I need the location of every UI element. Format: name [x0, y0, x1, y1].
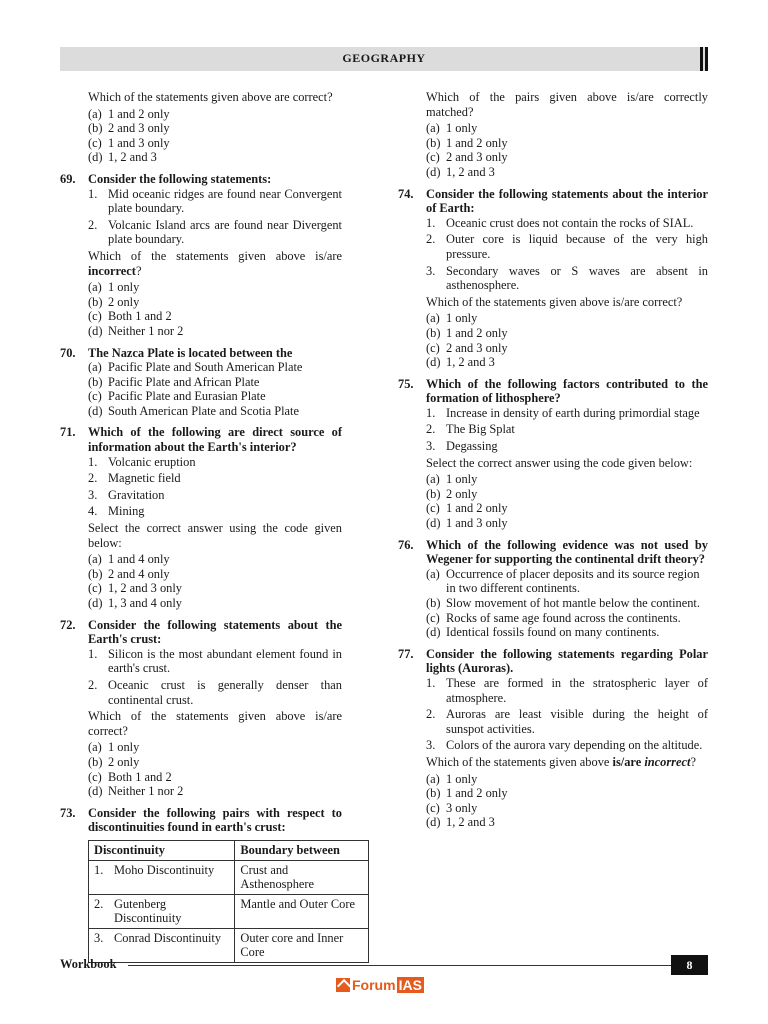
- header-right-bar: [705, 47, 708, 71]
- question-71: [60, 425, 342, 610]
- question-text: Consider the following pairs with respect to discontinuities found in earth's crust:: [88, 805, 342, 835]
- arrow-icon: [336, 978, 350, 992]
- header-right-bar: [700, 47, 703, 71]
- question-76: [398, 538, 708, 640]
- statement-1: 1. Volcanic eruption: [88, 454, 196, 469]
- table-header: Boundary between: [235, 840, 369, 860]
- question-number: 76.: [398, 537, 414, 552]
- question-stem: Which of the statements given above is/are incorrect?: [426, 754, 696, 769]
- statement-2: 2. Oceanic crust is generally denser than continental crust.: [88, 677, 342, 707]
- question-number: 71.: [60, 425, 76, 440]
- option-b: (b) 2 only: [426, 486, 478, 501]
- statement-1: 1. Oceanic crust does not contain the rocks of SIAL.: [426, 215, 694, 230]
- left-column: [60, 88, 355, 970]
- option-a: (a) 1 and 2 only: [88, 106, 170, 121]
- statement-4: 4. Mining: [88, 504, 145, 519]
- table-cell: 3. Conrad Discontinuity: [89, 928, 235, 962]
- question-number: 77.: [398, 646, 414, 661]
- page-number: 8: [671, 955, 708, 975]
- option-a: (a) 1 only: [426, 121, 478, 136]
- option-c: (c) Both 1 and 2: [88, 309, 172, 324]
- statement-3: 3. Colors of the aurora vary depending on the altitude.: [426, 738, 703, 753]
- option-a: (a) 1 only: [426, 311, 478, 326]
- option-b: (b) 1 and 2 only: [426, 786, 508, 801]
- question-73-continued: [398, 90, 708, 180]
- option-a: (a) Occurrence of placer deposits and its source region in two different continents.: [426, 566, 700, 596]
- option-b: (b) Pacific Plate and African Plate: [88, 374, 260, 389]
- option-b: (b) 2 only: [88, 294, 140, 309]
- question-stem: Select the correct answer using the code given below:: [88, 521, 342, 550]
- statement-2: 2. Auroras are least visible during the height of sunspot activities.: [426, 707, 708, 736]
- question-number: 69.: [60, 171, 76, 186]
- option-d: (d) 1, 2 and 3: [426, 355, 495, 370]
- question-stem: Which of the statements given above is/are correct?: [426, 294, 683, 309]
- question-text: Consider the following statements:: [88, 171, 272, 186]
- question-69: [60, 172, 342, 339]
- question-72: [60, 618, 342, 799]
- table-cell: Mantle and Outer Core: [235, 894, 369, 928]
- question-number: 72.: [60, 617, 76, 632]
- question-stem: Which of the pairs given above is/are correctly matched?: [426, 90, 708, 119]
- option-d: (d) Identical fossils found on many continents.: [426, 625, 660, 640]
- table-cell: 1. Moho Discontinuity: [89, 860, 235, 894]
- option-b: (b) Slow movement of hot mantle below the continent.: [426, 596, 700, 610]
- question-text: Consider the following statements about the interior of Earth:: [426, 186, 708, 216]
- option-a: (a) 1 only: [426, 771, 478, 786]
- option-d: (d) Neither 1 nor 2: [88, 784, 184, 799]
- question-70: [60, 346, 342, 419]
- statement-1: 1. Mid oceanic ridges are found near Convergent plate boundary.: [88, 186, 342, 216]
- option-a: (a) 1 only: [88, 280, 140, 295]
- option-b: (b) 1 and 2 only: [426, 135, 508, 150]
- question-text: Which of the following are direct source of information about the Earth's interior?: [88, 425, 342, 455]
- statement-3: 3. Secondary waves or S waves are absent in asthenosphere.: [426, 263, 708, 293]
- option-d: (d) Neither 1 nor 2: [88, 323, 184, 338]
- footer-divider: [128, 965, 696, 966]
- option-b: (b) 2 and 4 only: [88, 566, 170, 581]
- option-c: (c) 2 and 3 only: [426, 340, 508, 355]
- table-row: [89, 860, 369, 894]
- statement-3: 3. Gravitation: [88, 487, 165, 502]
- option-c: (c) 1 and 2 only: [426, 501, 508, 516]
- option-d: (d) 1 and 3 only: [426, 516, 508, 531]
- statement-2: 2. Magnetic field: [88, 471, 181, 486]
- question-text: The Nazca Plate is located between the: [88, 345, 293, 360]
- forumias-logo: [336, 976, 424, 994]
- option-c: (c) Both 1 and 2: [88, 769, 172, 784]
- table-header-row: [89, 840, 369, 860]
- statement-3: 3. Degassing: [426, 439, 498, 454]
- right-column: [398, 88, 708, 837]
- option-b: (b) 2 only: [88, 754, 140, 769]
- table-row: [89, 894, 369, 928]
- option-d: (d) South American Plate and Scotia Plate: [88, 403, 299, 418]
- question-stem: Which of the statements given above are correct?: [88, 90, 333, 104]
- option-a: (a) Pacific Plate and South American Plate: [88, 360, 303, 375]
- statement-2: 2. Volcanic Island arcs are found near Divergent plate boundary.: [88, 217, 342, 247]
- option-c: (c) 3 only: [426, 800, 478, 815]
- question-stem: Select the correct answer using the code given below:: [426, 455, 693, 470]
- table-header: Discontinuity: [89, 840, 235, 860]
- statement-1: 1. These are formed in the stratospheric layer of atmosphere.: [426, 675, 708, 705]
- question-text: Which of the following evidence was not used by Wegener for supporting the continental drift theory?: [426, 537, 708, 567]
- option-a: (a) 1 only: [88, 740, 140, 755]
- question-75: [398, 377, 708, 531]
- option-b: (b) 2 and 3 only: [88, 121, 170, 136]
- option-a: (a) 1 and 4 only: [88, 552, 170, 567]
- table-cell: Crust and Asthenosphere: [235, 860, 369, 894]
- question-number: 70.: [60, 345, 76, 360]
- option-c: (c) 2 and 3 only: [426, 150, 508, 165]
- option-b: (b) 1 and 2 only: [426, 325, 508, 340]
- question-77: [398, 647, 708, 830]
- header-bar: [60, 47, 708, 71]
- question-number: 74.: [398, 186, 414, 201]
- option-c: (c) 1 and 3 only: [88, 135, 170, 150]
- question-68-continued: [60, 90, 342, 165]
- statement-2: 2. Outer core is liquid because of the very high pressure.: [426, 232, 708, 261]
- option-d: (d) 1, 2 and 3: [88, 150, 157, 165]
- question-stem: Which of the statements given above is/are correct?: [88, 709, 342, 738]
- table-cell: 2. Gutenberg Discontinuity: [89, 894, 235, 928]
- statement-1: 1. Increase in density of earth during primordial stage: [426, 405, 700, 420]
- question-number: 73.: [60, 805, 76, 820]
- question-stem: Which of the statements given above is/are incorrect?: [88, 248, 342, 278]
- option-c: (c) Rocks of same age found across the continents.: [426, 610, 681, 625]
- question-text: Consider the following statements about the Earth's crust:: [88, 617, 342, 647]
- option-d: (d) 1, 2 and 3: [426, 815, 495, 830]
- question-73: [60, 805, 355, 963]
- question-text: Consider the following statements regarding Polar lights (Auroras).: [426, 646, 708, 676]
- statement-2: 2. The Big Splat: [426, 422, 515, 437]
- table-row: [89, 928, 369, 962]
- option-d: (d) 1, 2 and 3: [426, 164, 495, 179]
- discontinuity-table: [88, 840, 369, 963]
- logo-forum-text: Forum: [352, 977, 396, 993]
- statement-1: 1. Silicon is the most abundant element found in earth's crust.: [88, 646, 342, 676]
- question-number: 75.: [398, 376, 414, 391]
- section-title: GEOGRAPHY: [342, 51, 426, 65]
- option-c: (c) Pacific Plate and Eurasian Plate: [88, 389, 266, 404]
- question-text: Which of the following factors contributed to the formation of lithosphere?: [426, 376, 708, 406]
- table-cell: Outer core and Inner Core: [235, 928, 369, 962]
- footer-workbook-label: Workbook: [60, 957, 117, 971]
- option-c: (c) 1, 2 and 3 only: [88, 581, 182, 596]
- logo-ias-text: IAS: [398, 977, 422, 993]
- question-74: [398, 187, 708, 370]
- option-d: (d) 1, 3 and 4 only: [88, 596, 182, 610]
- option-a: (a) 1 only: [426, 472, 478, 487]
